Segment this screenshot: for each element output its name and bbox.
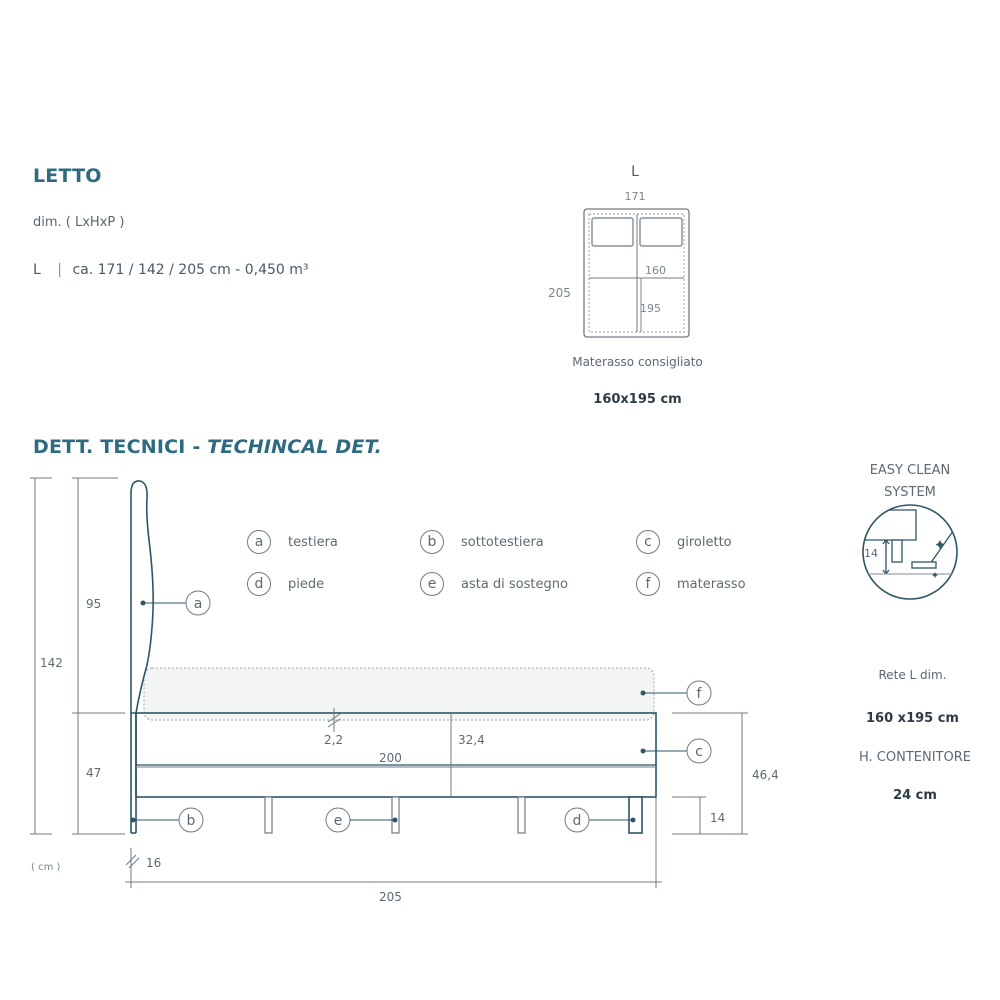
legend-label-b: sottotestiera [461,534,544,550]
easy-clean-title-line2: SYSTEM [884,485,936,500]
container-value: 24 cm [893,788,937,803]
dimensions-label: dim. ( LxHxP ) [33,215,125,230]
mattress-size: 160x195 cm [593,392,682,407]
top-view-length: 205 [548,286,571,300]
callout-letter-b: b [186,813,196,829]
size-prefix: ca. [72,262,94,278]
mattress-caption: Materasso consigliato [572,355,703,369]
legend-marker-b: b [420,530,444,554]
callout-dot-c [641,749,646,754]
container-label: H. CONTENITORE [859,750,971,765]
mop-head [912,562,936,568]
label-lower-height: 47 [86,766,102,780]
support-leg [518,797,525,833]
label-total-height: 142 [40,656,63,670]
callout-dot-d [631,818,636,823]
legend-label-d: piede [288,576,325,592]
label-thickness-top: 2,2 [324,733,344,747]
top-view-label: L [631,164,639,180]
label-frame-height: 46,4 [752,768,779,782]
rete-label: Rete L dim. [878,668,947,682]
unit-note: ( cm ) [31,862,61,873]
callout-letter-c: c [695,744,703,760]
section-title-letto: LETTO [33,165,102,187]
mattress-width-value: 160 [645,264,666,277]
legend-label-a: testiera [288,534,338,550]
legend-marker-e: e [420,572,444,596]
label-headboard-thickness: 16 [146,856,162,870]
label-leg-height: 14 [710,811,726,825]
legend-marker-a: a [247,530,271,554]
technical-title-main: DETT. TECNICI - [33,436,201,458]
callout-dot-b [131,818,136,823]
callout-letter-d: d [572,813,582,829]
label-inner-height: 32,4 [458,733,485,747]
callout-letter-f: f [696,686,702,702]
callout-dot-a [141,601,146,606]
size-values: 171 / 142 / 205 cm - 0,450 m³ [97,262,309,278]
support-leg [392,797,399,833]
foot-leg [629,797,642,833]
clearance-value: 14 [864,547,878,560]
label-inner-length: 200 [379,751,402,765]
technical-title-italic: TECHINCAL DET. [207,436,382,458]
legend-label-c: giroletto [677,534,732,550]
mattress-length-value: 195 [640,302,661,315]
label-headboard-height: 95 [86,597,102,611]
top-view-width: 171 [624,190,646,203]
support-leg [265,797,272,833]
callout-dot-e [393,818,398,823]
legend-label-e: asta di sostegno [461,576,568,592]
label-total-length: 205 [379,890,402,904]
easy-clean-illustration [858,502,962,606]
callout-letter-a: a [193,596,203,612]
rete-value: 160 x195 cm [866,711,959,726]
size-letter: L [33,262,41,278]
legend-label-f: materasso [677,576,746,592]
easy-clean-title [845,460,975,504]
easy-clean-title-line1: EASY CLEAN [869,463,951,478]
callout-letter-e: e [333,813,343,829]
bed-leg-icon [892,540,902,562]
legend-marker-f: f [636,572,660,596]
callout-dot-f [641,691,646,696]
legend-marker-c: c [636,530,660,554]
size-row: L | ca. 171 / 142 / 205 cm - 0,450 m³ [33,262,309,278]
legend-marker-d: d [247,572,271,596]
